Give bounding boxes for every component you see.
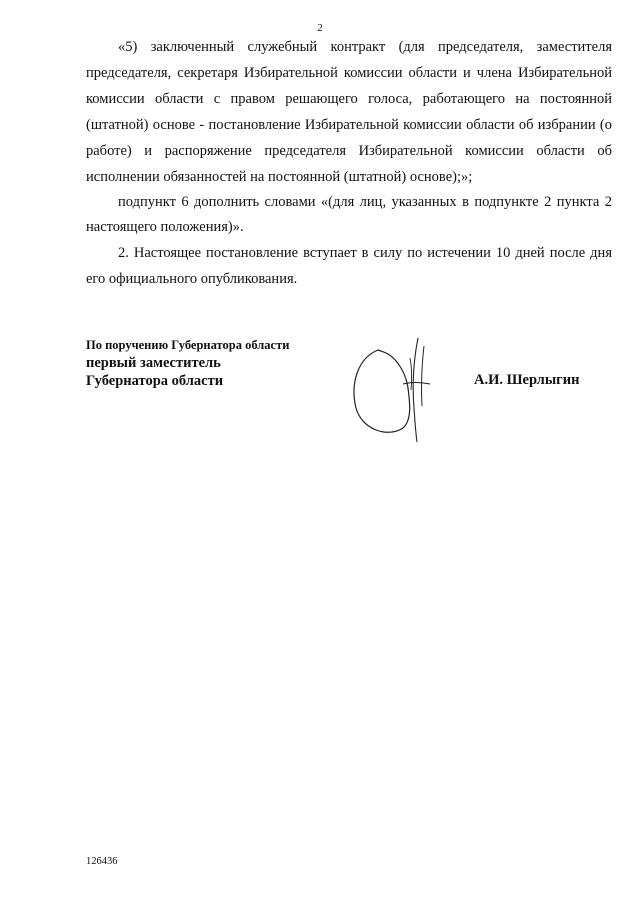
signatory-title [86,336,289,390]
handwritten-signature [348,338,448,443]
document-code: 126436 [86,856,118,867]
paragraph-subpoint-6: подпункт 6 дополнить словами «(для лиц, указанных в подпункте 2 пункта 2 настоящего положения)». [86,194,612,235]
signatory-line-2: первый заместитель [86,355,221,371]
document-body [86,34,612,292]
paragraph-effective-date: 2. Настоящее постановление вступает в силу по истечении 10 дней после дня его официального опубликования. [86,245,612,287]
paragraph-item-5: «5) заключенный служебный контракт (для председателя, заместителя председателя, секретаря Избирательной комиссии области и члена Избирательной комиссии области с правом решающего голоса, работающего на постоянной (штатной) основе - постановление Избирательной комиссии области об избрании (о работе) и распоряжение председателя Избирательной комиссии области об исполнении обязанностей на постоянной (штатной) основе);»; [86,39,612,185]
page-number: 2 [317,22,323,34]
signatory-line-1: По поручению Губернатора области [86,338,290,352]
signer-name: А.И. Шерлыгин [474,372,580,388]
signatory-line-3: Губернатора области [86,373,224,389]
